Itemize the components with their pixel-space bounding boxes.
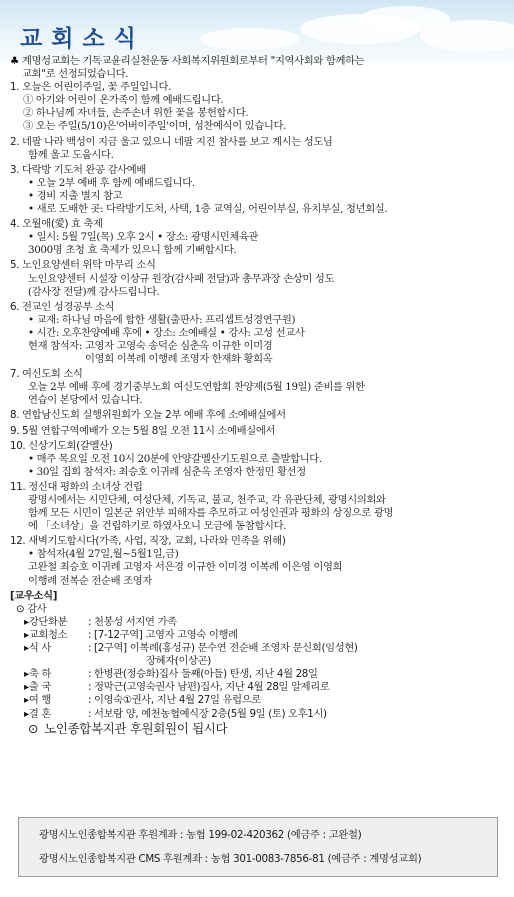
notice-item-line: • 오늘 2부 예배 후 함께 예배드립니다.: [28, 176, 195, 189]
notice-item-line: 에 「소녀상」을 건립하기로 하였사오니 모금에 동참합시다.: [28, 520, 287, 533]
notice-item: [10, 164, 506, 216]
alumni-row-text: : 정막근(고영숙권사 남편)집사, 지난 4월 28일 알제리로: [88, 681, 330, 694]
notice-body: [10, 55, 506, 737]
notice-item-title: 2. 네팔 나라 백성이 지금 울고 있으니 네팔 지진 참사를 보고 계시는 성도님: [10, 135, 333, 148]
alumni-row-text: : 한병관(정승화)집사 둘째(아들) 탄생, 지난 4월 28일: [88, 668, 318, 681]
notice-item-title: 6. 전교인 성경공부 소식: [10, 300, 115, 313]
notice-item-line: 이영희 이복례 이행례 조영자 한재화 황희옥: [85, 353, 273, 366]
cloud-decoration: [200, 28, 300, 50]
notice-item-line: • 30일 집회 참석자: 최승호 이귀례 심춘옥 조영자 한정민 황선정: [28, 465, 306, 478]
header-banner: [0, 0, 514, 62]
alumni-row-text: : [7-12구역] 고영자 고영숙 이행례: [88, 628, 238, 641]
alumni-row-text: : [2구역] 이복례(홍성규) 문수연 전순배 조영자 문신희(임성현): [88, 642, 358, 655]
alumni-row: [10, 642, 506, 655]
alumni-row-label: ▸결 혼: [24, 707, 51, 720]
alumni-row-text: : 이영숙①권사, 지난 4월 27일 유럽으로: [88, 694, 261, 707]
notice-item: [10, 440, 506, 479]
thanks-label: ⊙ 감사: [16, 602, 47, 615]
notice-item-line: • 일시: 5월 7일(목) 오후 2시 • 장소: 광명시민체육관: [28, 231, 259, 244]
alumni-list-2: [10, 668, 506, 720]
notice-item-title: 4. 오월애(愛) 효 축제: [10, 218, 103, 231]
alumni-row-label: ▸여 행: [24, 694, 51, 707]
account-box: [18, 817, 498, 877]
notice-item-line: • 시간: 오후찬양예배 후에 • 장소: 소예배실 • 강사: 고성 선교사: [28, 326, 305, 339]
notice-item: [10, 218, 506, 257]
intro-paragraph: ♣ 계명성교회는 기독교윤리실천운동 사회복지위원회로부터 "지역사회와 함께하는 교회"로 선정되었습니다.: [10, 55, 365, 81]
notice-item-line: 이행례 전복순 전순배 조영자: [28, 574, 152, 587]
notice-item-line: 함께 울고 도웁시다.: [28, 148, 114, 161]
notice-item-line: 오늘 2부 예배 후에 경기중부노회 여신도연합회 찬양제(5월 19일) 준비를 위한: [28, 381, 365, 394]
alumni-row: [10, 694, 506, 707]
notice-item: [10, 425, 506, 438]
notice-item-line: • 경비 지출 별지 참고: [28, 189, 123, 202]
notice-item-line: ③ 오는 주일(5/10)은'어버이주일'이며, 성찬예식이 있습니다.: [23, 120, 287, 133]
alumni-list: [10, 616, 506, 655]
club-icon: ♣: [10, 55, 19, 67]
account-line-2: 광명시노인종합복지관 CMS 후원계좌 : 농협 301-0083-7856-81 (예금주 : 계명성교회): [39, 853, 422, 865]
notice-item-title: 9. 5월 연합구역예배가 오는 5월 8일 오전 11시 소예배실에서: [10, 424, 276, 437]
notice-list: [10, 81, 506, 587]
circle-dot-icon: ⊙: [28, 720, 39, 736]
notice-item: [10, 481, 506, 533]
alumni-row-label: ▸식 사: [24, 642, 51, 655]
notice-item-line: • 새로 도배한 곳: 다락방기도처, 사택, 1층 교역실, 어린이부실, 유치부실, 청년회실.: [28, 203, 388, 216]
notice-item-line: • 매주 목요일 오전 10시 20분에 안양갈멜산기도원으로 출발합니다.: [28, 452, 322, 465]
notice-item: [10, 409, 506, 422]
notice-item-title: 12. 새벽기도합시다(가족, 사업, 직장, 교회, 나라와 민족을 위해): [10, 535, 286, 548]
cloud-decoration: [420, 20, 514, 52]
alumni-row: [10, 681, 506, 694]
notice-item-title: 3. 다락방 기도처 완공 감사예배: [10, 163, 146, 176]
notice-item: [10, 136, 506, 162]
notice-item-title: 5. 노인요양센터 위탁 마무리 소식: [10, 259, 156, 272]
notice-item-line: 3000명 초청 효 축제가 있으니 함께 기뻐합시다.: [28, 244, 237, 257]
page-title: 교회소식: [20, 25, 145, 52]
sponsor-callout: ⊙ 노인종합복지관 후원회원이 됩시다: [28, 720, 228, 736]
notice-item-line: (감사장 전달)께 감사드립니다.: [28, 285, 160, 298]
alumni-row-text: : 천봉성 서지연 가족: [88, 615, 177, 628]
notice-item-line: 광명시에서는 시민단체, 여성단체, 기독교, 불교, 천주교, 각 유관단체, 광명시의회와: [28, 494, 386, 506]
alumni-continuation: 장혜자(이상곤): [146, 655, 211, 668]
notice-item-line: 고완철 최승호 이귀례 고영자 서은경 이규한 이미경 이복례 이은영 이영희: [28, 561, 343, 574]
alumni-row-label: ▸교회청소: [24, 628, 68, 641]
alumni-row-label: ▸축 하: [24, 668, 51, 681]
notice-item: [10, 301, 506, 366]
notice-item-line: • 참석자(4월 27일,월~5월1일,금): [28, 548, 179, 561]
notice-item-line: 노인요양센터 시설장 이상규 원장(감사패 전달)과 총무과장 손상미 성도: [28, 272, 335, 285]
notice-item: [10, 81, 506, 133]
alumni-row: [10, 708, 506, 721]
alumni-row: [10, 629, 506, 642]
alumni-row: [10, 668, 506, 681]
notice-item-line: ① 아기와 어린이 온가족이 함께 예배드립니다.: [23, 94, 224, 107]
notice-item: [10, 368, 506, 407]
alumni-row-text: : 서보람 양, 예천농협예식장 2층(5월 9일 (토) 오후1시): [88, 707, 327, 720]
account-line-1: 광명시노인종합복지관 후원계좌 : 농협 199-02-420362 (예금주 : 고완철): [39, 829, 362, 841]
notice-item-line: 연습이 본당에서 있습니다.: [28, 394, 143, 407]
notice-item-title: 11. 정신대 평화의 소녀상 건립: [10, 480, 143, 493]
alumni-row-label: ▸강단화분: [24, 615, 68, 628]
notice-item-title: 10. 신상기도회(갈멜산): [10, 439, 113, 452]
notice-item-line: • 교재: 하나님 마음에 합한 생활(출판사: 프리셉트성경연구원): [28, 313, 296, 326]
notice-item: [10, 535, 506, 587]
notice-item-line: 함께 모든 시민이 일본군 위안부 피해자를 추모하고 여성인권과 평화의 상징으로 광명: [28, 507, 394, 520]
alumni-row: [10, 616, 506, 629]
alumni-heading: [교우소식]: [10, 589, 58, 602]
notice-item-title: 8. 연합남신도회 실행위원회가 오늘 2부 예배 후에 소예배실에서: [10, 409, 286, 422]
notice-item: [10, 259, 506, 298]
notice-item-line: ② 하나님께 자녀들, 손주손녀 위한 꽃을 봉헌합시다.: [23, 107, 249, 120]
notice-item-line: 현재 참석자: 고영자 고영숙 송덕순 심춘옥 이규한 이미경: [28, 339, 273, 352]
alumni-row-label: ▸출 국: [24, 681, 51, 694]
notice-item-title: 1. 오늘은 어린이주일, 꽃 주일입니다.: [10, 81, 172, 94]
notice-item-title: 7. 여신도회 소식: [10, 368, 83, 381]
